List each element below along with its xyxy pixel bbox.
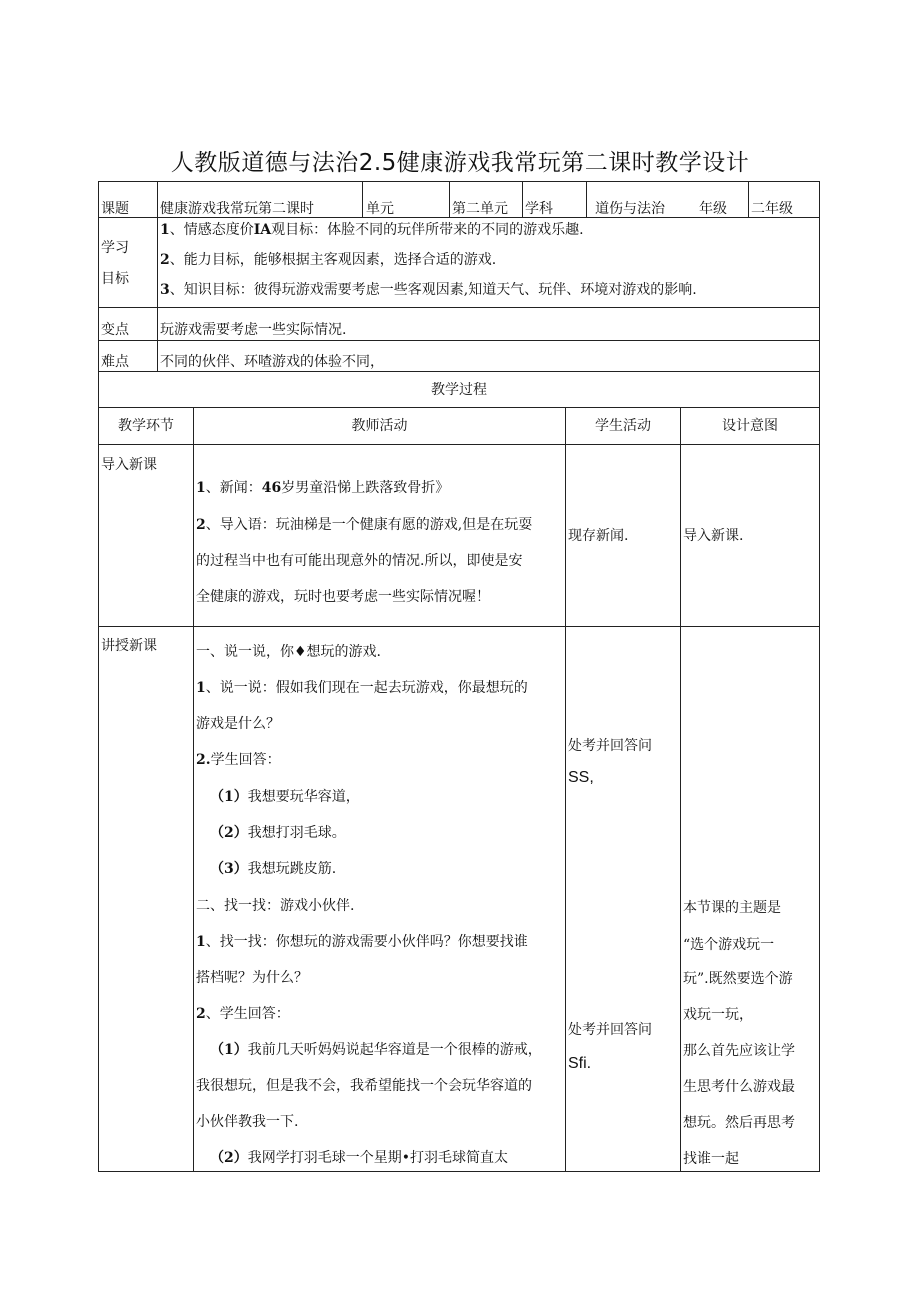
teacher-line: 我很想玩，但是我不会，我希望能找一个会玩华容道的 — [196, 1078, 532, 1094]
page-title: 人教版道德与法治2.5健康游戏我常玩第二课时教学设计 — [170, 150, 750, 176]
unit-label: 单元 — [366, 201, 394, 217]
intent-line: 想玩。然后再思考 — [683, 1115, 795, 1131]
grade-value: 二年级 — [751, 201, 793, 217]
header-stage: 教学环节 — [118, 418, 174, 434]
teacher-line: 1、新闻：46岁男童沿悌上跌落致骨折》 — [196, 480, 450, 496]
teacher-line: 小伙伴教我一下. — [196, 1114, 299, 1130]
difficulty-label: 难点 — [101, 354, 129, 370]
intro-student: 现存新闻. — [568, 528, 629, 544]
teacher-line: 二、找一找：游戏小伙伴. — [196, 898, 355, 914]
teacher-line: 游戏是什么？ — [196, 716, 280, 732]
teacher-line: 2、导入语：玩油梯是一个健康有愿的游戏,但是在玩耍 — [196, 517, 533, 533]
teacher-line: （1）我想要玩华容道， — [210, 789, 360, 805]
lecture-stage: 讲授新课 — [101, 638, 157, 654]
header-teacher: 教师活动 — [351, 418, 408, 434]
subject-label: 学科 — [525, 201, 553, 217]
student-answer-1: 处考并回答问 — [568, 738, 652, 754]
teacher-line: 2.学生回答： — [196, 752, 281, 768]
intent-line: 找谁一起 — [683, 1151, 739, 1167]
process-title: 教学过程 — [431, 382, 487, 398]
objective-item: 3、知识目标：彼得玩游戏需要考虑一些客观因素,知道天气、玩伴、环境对游戏的影响. — [160, 282, 697, 298]
teacher-line: 1、说一说：假如我们现在一起去玩游戏，你最想玩的 — [196, 680, 528, 696]
key-point-label: 变点 — [101, 322, 129, 338]
objectives-label-2: 目标 — [101, 271, 129, 287]
grade-label: 年级 — [699, 201, 727, 217]
intro-intent: 导入新课. — [683, 528, 744, 544]
difficulty-text: 不同的伙伴、环喳游戏的体验不同， — [160, 354, 384, 370]
teacher-line: （2）我网学打羽毛球一个星期•打羽毛球简直太 — [210, 1150, 509, 1166]
key-point-text: 玩游戏需要考虑一些实际情况. — [160, 322, 347, 338]
intent-line: 本节课的主题是 — [683, 900, 781, 916]
intent-line: “选个游戏玩一 — [683, 937, 775, 953]
teacher-line: 的过程当中也有可能出现意外的情况.所以，即使是安 — [196, 553, 523, 569]
intent-line: 玩”.既然要选个游 — [683, 971, 793, 987]
topic-label: 课题 — [101, 201, 129, 217]
subject-value: 道伤与法治 — [595, 201, 665, 217]
student-answer-1-tail: SS, — [568, 769, 594, 786]
teacher-line: 1、找一找：你想玩的游戏需要小伙伴吗？你想要找谁 — [196, 934, 528, 950]
header-student: 学生活动 — [595, 418, 651, 434]
teacher-line: （3）我想玩跳皮筋. — [210, 861, 337, 877]
student-answer-2-tail: Sfi. — [568, 1055, 592, 1072]
student-answer-2: 处考并回答问 — [568, 1022, 652, 1038]
topic-value: 健康游戏我常玩第二课时 — [160, 201, 314, 217]
teacher-line: （2）我想打羽毛球。 — [210, 825, 346, 841]
intent-line: 生思考什么游戏最 — [683, 1079, 795, 1095]
objective-item: 2、能力目标，能够根据主客观因素，选择合适的游戏. — [160, 252, 497, 268]
intro-stage: 导入新课 — [101, 457, 157, 473]
intent-line: 那么首先应该让学 — [683, 1043, 795, 1059]
teacher-line: （1）我前几天听妈妈说起华容道是一个很棒的游戒， — [210, 1042, 542, 1058]
teacher-line: 全健康的游戏，玩时也要考虑一些实际情况喔！ — [196, 589, 490, 605]
unit-value: 第二单元 — [452, 201, 508, 217]
header-intent: 设计意图 — [722, 418, 778, 434]
objective-item: 1、情感态度价IA观目标：体脸不同的玩伴所带来的不同的游戏乐趣. — [160, 222, 584, 238]
intent-line: 戏玩一玩， — [683, 1007, 753, 1023]
objectives-label-1: 学习 — [101, 240, 129, 256]
teacher-line: 搭档呢？为什么？ — [196, 970, 308, 986]
teacher-line: 2、学生回答： — [196, 1006, 290, 1022]
teacher-line: 一、说一说，你♦想玩的游戏. — [196, 644, 382, 660]
